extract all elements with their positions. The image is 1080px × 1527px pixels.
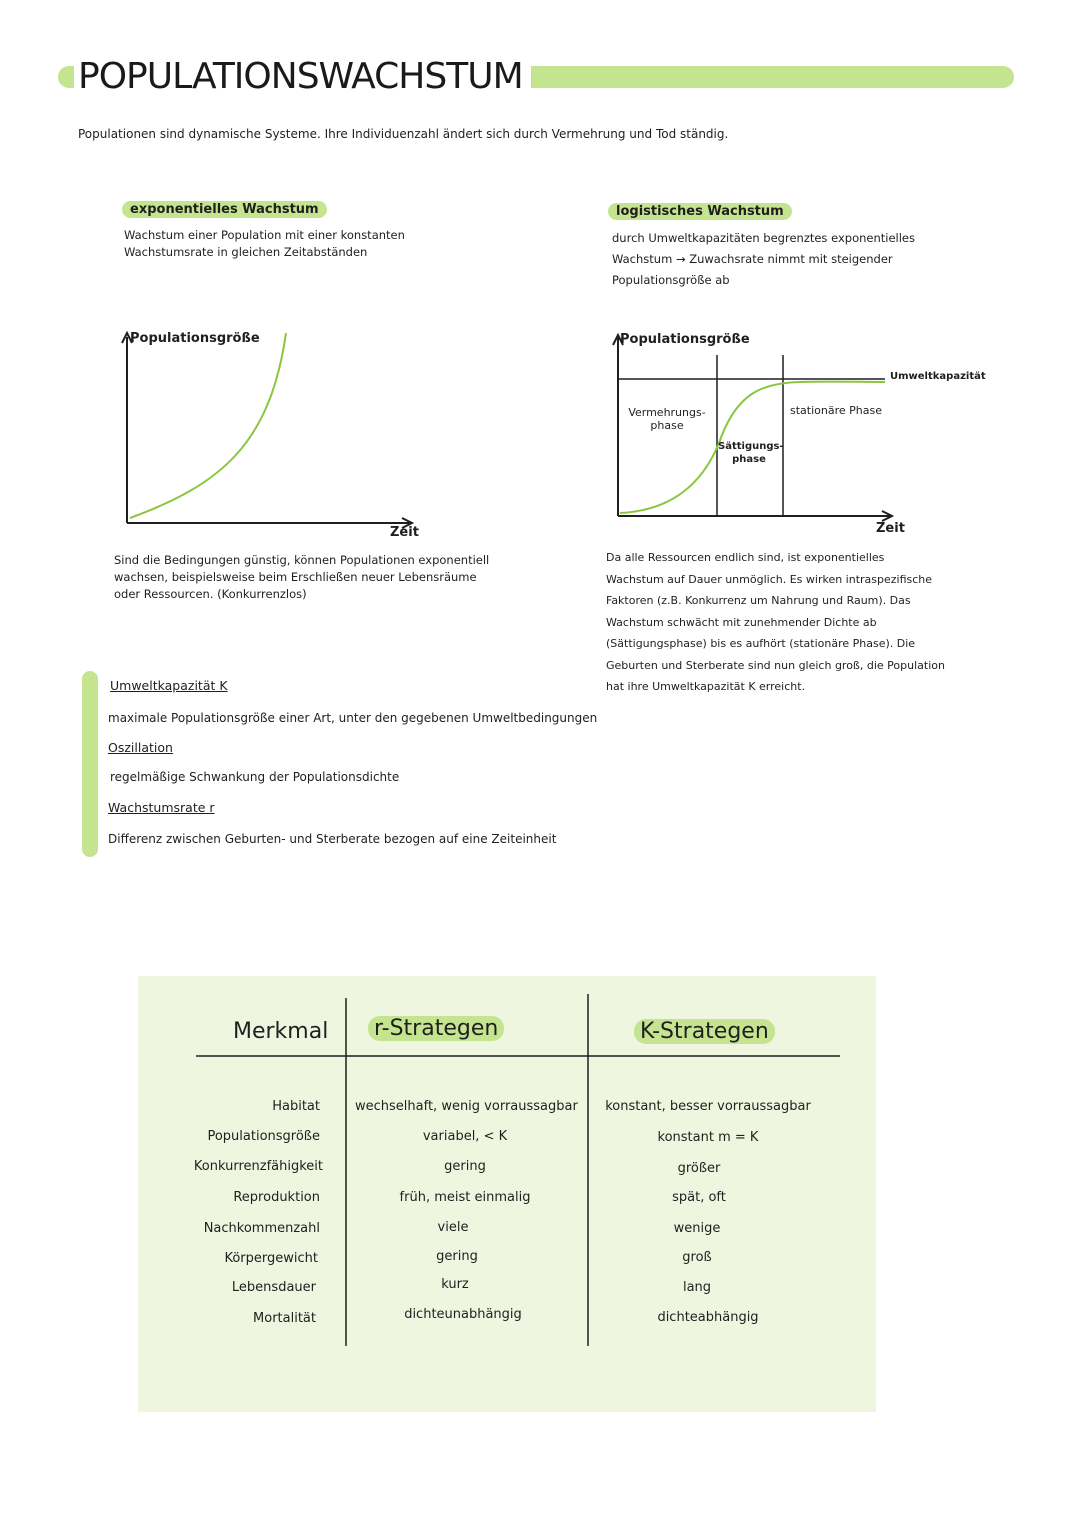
table-cell-k: wenige (673, 1221, 721, 1236)
table-cell-r: variabel, < K (422, 1129, 508, 1144)
table-cell-r: wechselhaft, wenig vorraussagbar (355, 1099, 578, 1114)
intro-text: Populationen sind dynamische Systeme. Ihre Individuenzahl ändert sich durch Vermehrung und Tod ständig. (78, 127, 729, 141)
table-cell-k: dichteabhängig (657, 1310, 759, 1325)
logistic-definition: durch Umweltkapazitäten begrenztes exponentielles Wachstum → Zuwachsrate nimmt mit steigender Populationsgröße ab (612, 231, 915, 287)
phase-label-saturation: Sättigungs- phase (718, 441, 784, 465)
logistic-text: Da alle Ressourcen endlich sind, ist exponentielles Wachstum auf Dauer unmöglich. Es wirken intraspezifische Faktoren (z.B. Konkurrenz um Nahrung und Raum). Das Wachstum schwächt mit zunehmender Dichte ab (Sättigungsphase) bis es aufhört (stationäre Phase). Die Geburten und Sterberate sind nun gleich groß, die Population hat ihre Umweltkapazität K erreicht. (606, 551, 945, 693)
definition-text: regelmäßige Schwankung der Populationsdichte (110, 770, 400, 784)
definition-term: Umweltkapazität K (110, 678, 228, 693)
definition-term: Wachstumsrate r (108, 800, 215, 815)
header-feature: Merkmal (233, 1019, 329, 1044)
table-cell-r: viele (437, 1220, 469, 1235)
definition-text: maximale Populationsgröße einer Art, unter den gegebenen Umweltbedingungen (108, 711, 598, 725)
table-row-label: Lebensdauer (231, 1280, 316, 1295)
table-cell-r: früh, meist einmalig (399, 1190, 531, 1205)
table-cell-r: kurz (441, 1277, 469, 1292)
phase-label-stationary: stationäre Phase (790, 404, 882, 417)
table-row-label: Reproduktion (233, 1190, 320, 1205)
table-row-label: Körpergewicht (224, 1251, 318, 1266)
table-cell-k: konstant m = K (657, 1130, 759, 1145)
definitions-bar (82, 671, 98, 857)
table-cell-k: groß (682, 1250, 712, 1265)
exponential-curve (130, 333, 286, 518)
definition-text: Differenz zwischen Geburten- und Sterberate bezogen auf eine Zeiteinheit (108, 832, 557, 846)
logistic-y-label: Populationsgröße (620, 332, 750, 347)
exponential-y-label: Populationsgröße (130, 331, 260, 346)
table-row-label: Nachkommenzahl (203, 1221, 320, 1236)
exponential-definition: Wachstum einer Population mit einer konstanten Wachstumsrate in gleichen Zeitabständen (124, 228, 405, 259)
header-k-strategists: K-Strategen (634, 1019, 775, 1044)
page-title: POPULATIONSWACHSTUM (74, 56, 531, 98)
exponential-x-label: Zeit (390, 525, 419, 540)
logistic-x-label: Zeit (876, 521, 905, 536)
table-cell-r: gering (436, 1249, 478, 1264)
phase-label-growth: Vermehrungs- phase (628, 406, 706, 432)
header-r-strategists: r-Strategen (368, 1016, 504, 1041)
table-row-label: Mortalität (253, 1311, 316, 1326)
definition-term: Oszillation (108, 740, 173, 755)
exponential-text: Sind die Bedingungen günstig, können Populationen exponentiell wachsen, beispielsweise beim Erschließen neuer Lebensräume oder Ressourcen. (Konkurrenzlos) (114, 553, 490, 601)
table-cell-k: lang (682, 1280, 712, 1295)
table-row-label: Habitat (272, 1099, 320, 1114)
exponential-heading: exponentielles Wachstum (122, 198, 327, 218)
table-cell-k: größer (677, 1161, 721, 1176)
table-cell-r: gering (444, 1159, 486, 1174)
capacity-label: Umweltkapazität (890, 371, 986, 382)
exponential-graph (110, 325, 430, 545)
logistic-heading: logistisches Wachstum (608, 200, 792, 220)
table-row-label: Populationsgröße (207, 1129, 320, 1144)
table-cell-k: spät, oft (672, 1190, 726, 1205)
table-cell-k: konstant, besser vorraussagbar (605, 1099, 811, 1114)
table-row-label: Konkurrenzfähigkeit (193, 1159, 323, 1174)
table-cell-r: dichteunabhängig (404, 1307, 522, 1322)
